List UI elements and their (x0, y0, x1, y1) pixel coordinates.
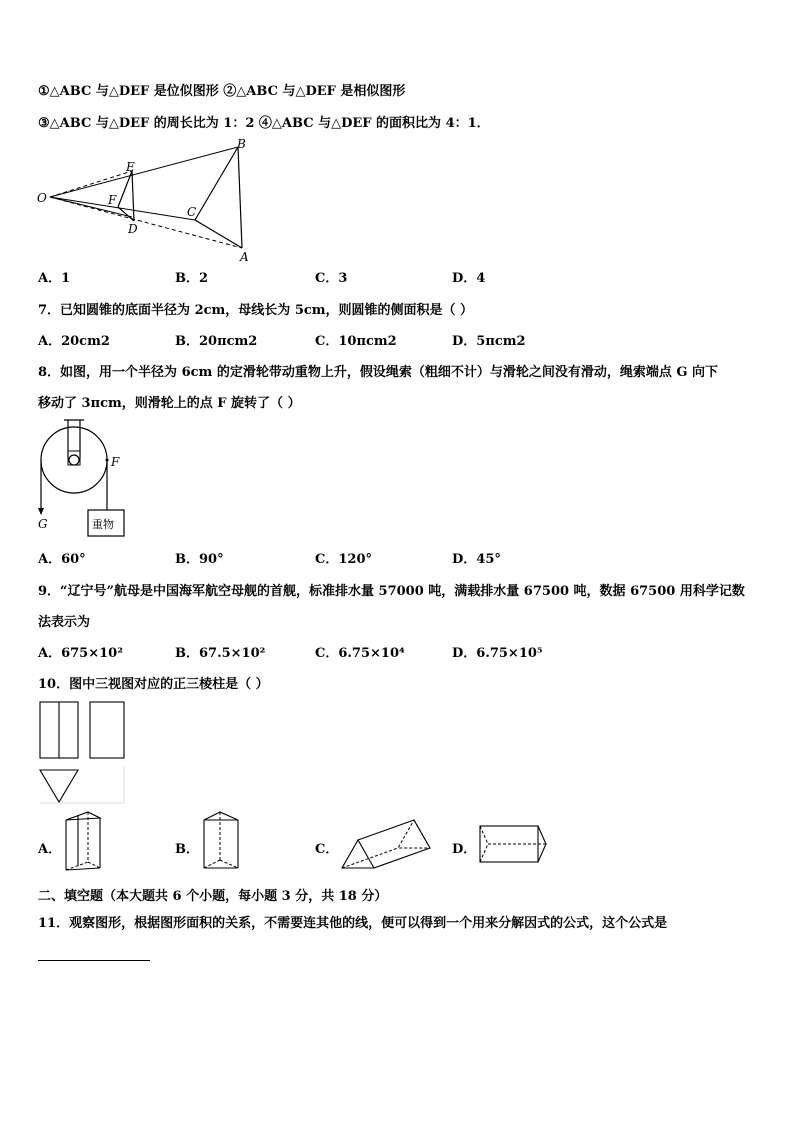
q8-weight-label: 重物 (92, 518, 114, 531)
q8-option-d[interactable]: D．45° (452, 552, 501, 567)
q8-option-c[interactable]: C．120° (315, 552, 372, 567)
q6-option-b[interactable]: B．2 (175, 271, 209, 286)
q6-option-c[interactable]: C．3 (315, 271, 348, 286)
q11-answer-blank[interactable] (38, 960, 150, 961)
q8-label-f: F (111, 455, 120, 469)
q9-options (38, 646, 758, 662)
q8-pulley-figure (34, 418, 134, 543)
q10-option-c-prism[interactable] (338, 816, 438, 876)
q7-options (38, 334, 758, 350)
q6-label-d: D (128, 222, 138, 236)
q6-label-b: B (237, 137, 246, 151)
section2-title: 二、填空题（本大题共 6 个小题，每小题 3 分，共 18 分） (38, 889, 388, 904)
q9-option-a[interactable]: A．675×10² (38, 646, 123, 661)
q10-option-a-label[interactable]: A． (38, 842, 62, 857)
q9-stem-line2: 法表示为 (38, 615, 91, 630)
q10-stem: 10．图中三视图对应的正三棱柱是（ ） (38, 677, 269, 692)
q10-option-d-label[interactable]: D． (452, 842, 477, 857)
q10-three-view-figure (36, 700, 131, 810)
q9-option-c[interactable]: C．6.75×10⁴ (315, 646, 405, 661)
q6-option-d[interactable]: D．4 (452, 271, 486, 286)
q7-option-d[interactable]: D．5πcm2 (452, 334, 526, 349)
q7-option-b[interactable]: B．20πcm2 (175, 334, 258, 349)
q8-options (38, 552, 758, 568)
q6-label-e: E (126, 160, 135, 174)
q6-statement-line1: ①△ABC 与△DEF 是位似图形 ②△ABC 与△DEF 是相似图形 (38, 84, 406, 99)
q7-option-a[interactable]: A．20cm2 (38, 334, 110, 349)
q6-label-o: O (37, 191, 47, 205)
q8-label-g: G (38, 517, 48, 531)
q6-statement-line2: ③△ABC 与△DEF 的周长比为 1：2 ④△ABC 与△DEF 的面积比为 4：1． (38, 116, 490, 131)
q6-label-f: F (108, 193, 117, 207)
q8-stem-line1: 8．如图，用一个半径为 6cm 的定滑轮带动重物上升，假设绳索（粗细不计）与滑轮之间没有滑动，绳索端点 G 向下 (38, 365, 718, 380)
q10-option-d-prism[interactable] (476, 822, 551, 870)
q6-homothety-figure (30, 135, 260, 265)
q9-option-b[interactable]: B．67.5×10² (175, 646, 266, 661)
q9-option-d[interactable]: D．6.75×10⁵ (452, 646, 543, 661)
q10-option-b-label[interactable]: B． (175, 842, 199, 857)
q10-option-c-label[interactable]: C． (315, 842, 339, 857)
q10-option-a-prism[interactable] (60, 808, 110, 878)
q7-stem: 7．已知圆锥的底面半径为 2cm，母线长为 5cm，则圆锥的侧面积是（ ） (38, 303, 474, 318)
q8-stem-line2: 移动了 3πcm，则滑轮上的点 F 旋转了（ ） (38, 396, 301, 411)
q6-options (38, 271, 758, 287)
q11-stem: 11．观察图形，根据图形面积的关系，不需要连其他的线，便可以得到一个用来分解因式的公式，这个公式是 (38, 916, 668, 931)
q6-label-c: C (187, 205, 197, 219)
q8-option-a[interactable]: A．60° (38, 552, 86, 567)
q6-option-a[interactable]: A．1 (38, 271, 71, 286)
q10-option-b-prism[interactable] (198, 808, 248, 878)
q6-label-a: A (240, 250, 249, 264)
q9-stem-line1: 9．“辽宁号”航母是中国海军航空母舰的首舰，标准排水量 57000 吨，满载排水量 67500 吨，数据 67500 用科学记数 (38, 584, 745, 599)
q8-option-b[interactable]: B．90° (175, 552, 224, 567)
q7-option-c[interactable]: C．10πcm2 (315, 334, 397, 349)
